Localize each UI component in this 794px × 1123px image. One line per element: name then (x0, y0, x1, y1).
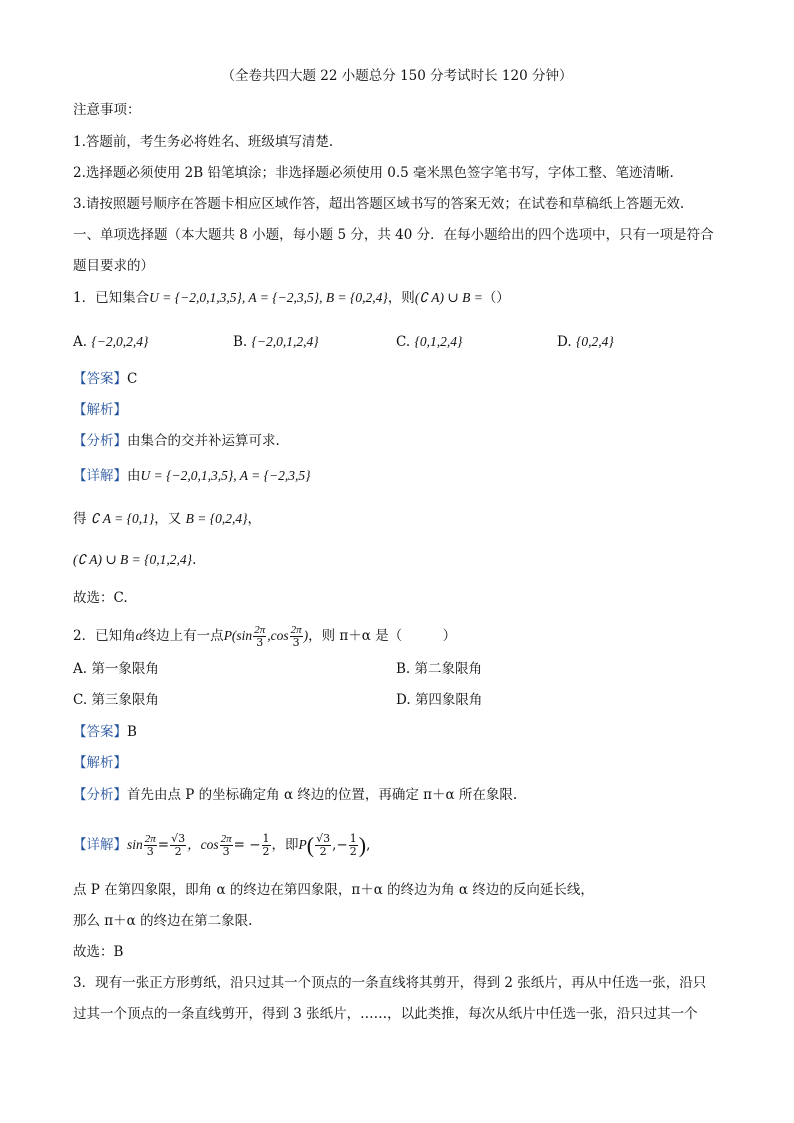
option-text: 第二象限角 (414, 661, 483, 677)
option-text: 第三象限角 (91, 692, 159, 708)
q2-analysis-label: 【解析】 (73, 755, 127, 771)
frac-denominator: 2 (174, 845, 182, 858)
q1-ask-paren: （） (482, 290, 510, 306)
q2-conclusion: 故选：B (73, 944, 124, 960)
option-text: {−2,0,1,2,4} (251, 334, 319, 349)
q2-option-b (396, 659, 482, 679)
fraction-sqrt3-over-2 (315, 833, 331, 858)
question-3-line-1: 3．现有一张正方形剪纸，沿只过其一个顶点的一条直线将其剪开，得到 2 张纸片，再从中任选一张，沿只 (73, 975, 707, 991)
frac-numerator: √3 (316, 832, 331, 845)
right-paren: ) (358, 832, 367, 858)
step-text: ， (247, 511, 261, 527)
step-expr: B = {0,2,4} (185, 511, 248, 526)
q2-detail-line-2: 点 P 在第四象限，即角 α 的终边在第四象限，π＋α 的终边为角 α 终边的反向延长线， (73, 882, 594, 898)
option-letter: C. (73, 692, 88, 708)
section-heading-line2: 题目要求的） (73, 258, 154, 274)
frac-denominator: 2 (262, 845, 270, 858)
frac-numerator: 2π (290, 624, 302, 636)
option-letter: B. (233, 334, 248, 350)
q1-option-d (557, 332, 614, 352)
q2-fenxi (73, 785, 517, 805)
frac-numerator: 1 (262, 832, 270, 845)
q2-option-a (73, 659, 159, 679)
answer-label: 【答案】 (73, 724, 127, 740)
fenxi-text: 首先由点 P 的坐标确定角 α 终边的位置，再确定 π＋α 所在象限. (127, 787, 518, 803)
q1-option-c (396, 332, 462, 352)
equals: = (157, 837, 170, 853)
q1-detail (73, 466, 311, 486)
answer-value: B (127, 724, 137, 740)
step-expr: (∁ A) ∪ B = {0,1,2,4} (73, 552, 193, 567)
q2-point-end: ) (303, 628, 309, 643)
fenxi-label: 【分析】 (73, 433, 127, 449)
answer-value: C (127, 371, 138, 387)
q2-prefix: 2．已知角 (73, 628, 136, 644)
then-text: ，即 (271, 837, 299, 853)
option-text: 第四象限角 (414, 692, 483, 708)
option-letter: B. (396, 661, 411, 677)
option-letter: C. (396, 334, 411, 350)
fraction-2pi-over-3 (144, 833, 157, 858)
comma-minus: ,− (332, 837, 348, 853)
exam-header: （全卷共四大题 22 小题总分 150 分考试时长 120 分钟） (221, 68, 573, 84)
fraction-sqrt3-over-2 (170, 833, 186, 858)
option-letter: A. (73, 334, 88, 350)
notice-item-2: 2.选择题必须使用 2B 铅笔填涂；非选择题必须使用 0.5 毫米黑色签字笔书写，字体工整、笔迹清晰. (73, 165, 674, 181)
question-3-line-2: 过其一个顶点的一条直线剪开，得到 3 张纸片，……，以此类推，每次从纸片中任选一张，沿只过其一个 (73, 1006, 698, 1022)
step-text: 得 (73, 511, 87, 527)
cos-text: ，cos (187, 837, 219, 852)
fraction-2pi-over-3 (253, 624, 266, 649)
detail-expr: U = {−2,0,1,3,5}, A = {−2,3,5} (140, 468, 311, 483)
step-text: . (192, 552, 197, 568)
frac-denominator: 3 (256, 636, 264, 649)
q2-point-mid: ,cos (267, 628, 289, 643)
q1-ask-expr: (∁ A) ∪ B = (414, 290, 483, 305)
frac-numerator: 2π (144, 833, 156, 845)
q2-option-c (73, 690, 159, 710)
q1-conclusion: 故选：C. (73, 590, 128, 606)
frac-numerator: 1 (349, 832, 357, 845)
q1-step-1 (73, 509, 261, 529)
q1-option-a (73, 332, 148, 352)
fraction-2pi-over-3 (220, 833, 233, 858)
frac-denominator: 3 (146, 845, 154, 858)
frac-denominator: 3 (292, 636, 300, 649)
q1-prefix: 1．已知集合 (73, 290, 150, 306)
frac-numerator: 2π (220, 833, 232, 845)
section-heading-line1: 一、单项选择题（本大题共 8 小题，每小题 5 分，共 40 分．在每小题给出的四个选项中，只有一项是符合 (73, 227, 714, 243)
q2-detail-line-3: 那么 π＋α 的终边在第二象限. (73, 913, 253, 929)
option-letter: D. (557, 334, 572, 350)
fraction-2pi-over-3 (290, 624, 303, 649)
frac-numerator: 2π (254, 624, 266, 636)
option-text: {−2,0,2,4} (91, 334, 149, 349)
question-2-stem (73, 624, 456, 649)
q1-answer (73, 369, 137, 389)
option-text: {0,1,2,4} (414, 334, 463, 349)
q1-ask-pre: ，则 (387, 290, 415, 306)
fenxi-label: 【分析】 (73, 787, 127, 803)
detail-label: 【详解】 (73, 837, 127, 853)
notice-item-1: 1.答题前，考生务必将姓名、班级填写清楚. (73, 134, 334, 150)
equals-minus: = − (233, 837, 261, 853)
q1-set-a: , A = {−2,3,5} (241, 290, 320, 305)
q2-point-pre: P(sin (223, 628, 253, 643)
fenxi-text: 由集合的交并补运算可求. (127, 433, 280, 449)
answer-label: 【答案】 (73, 371, 127, 387)
q2-mid: 终边上有一点 (142, 628, 224, 644)
q2-answer (73, 722, 137, 742)
frac-denominator: 2 (349, 845, 357, 858)
left-paren: ( (306, 832, 315, 858)
q1-analysis-label: 【解析】 (73, 402, 127, 418)
step-text: ，又 (154, 511, 182, 527)
q1-step-2 (73, 550, 196, 570)
q2-option-d (396, 690, 482, 710)
frac-denominator: 2 (319, 845, 327, 858)
q2-ask: ，则 π＋α 是（ ） (308, 628, 457, 644)
q2-detail (73, 833, 370, 858)
q1-set-u: U = {−2,0,1,3,5} (149, 290, 242, 305)
fraction-1-over-2 (262, 833, 271, 858)
q1-set-b: , B = {0,2,4} (319, 290, 388, 305)
comma: , (366, 837, 371, 853)
detail-label: 【详解】 (73, 468, 127, 484)
frac-numerator: √3 (171, 832, 186, 845)
detail-pre: 由 (127, 468, 141, 484)
option-text: {0,2,4} (575, 334, 614, 349)
sin-text: sin (127, 837, 143, 852)
q1-fenxi (73, 431, 280, 451)
option-letter: A. (73, 661, 88, 677)
alpha-symbol: α (135, 628, 143, 643)
fraction-1-over-2 (349, 833, 358, 858)
option-letter: D. (396, 692, 411, 708)
option-text: 第一象限角 (91, 661, 159, 677)
notice-title: 注意事项： (73, 102, 141, 118)
q1-option-b (233, 332, 319, 352)
step-expr: ∁ A = {0,1} (90, 511, 155, 526)
frac-denominator: 3 (222, 845, 230, 858)
point-p: P (298, 837, 307, 852)
question-1-stem (73, 288, 510, 308)
notice-item-3: 3.请按照题号顺序在答题卡相应区域作答，超出答题区域书写的答案无效；在试卷和草稿纸上答题无效. (73, 196, 685, 212)
